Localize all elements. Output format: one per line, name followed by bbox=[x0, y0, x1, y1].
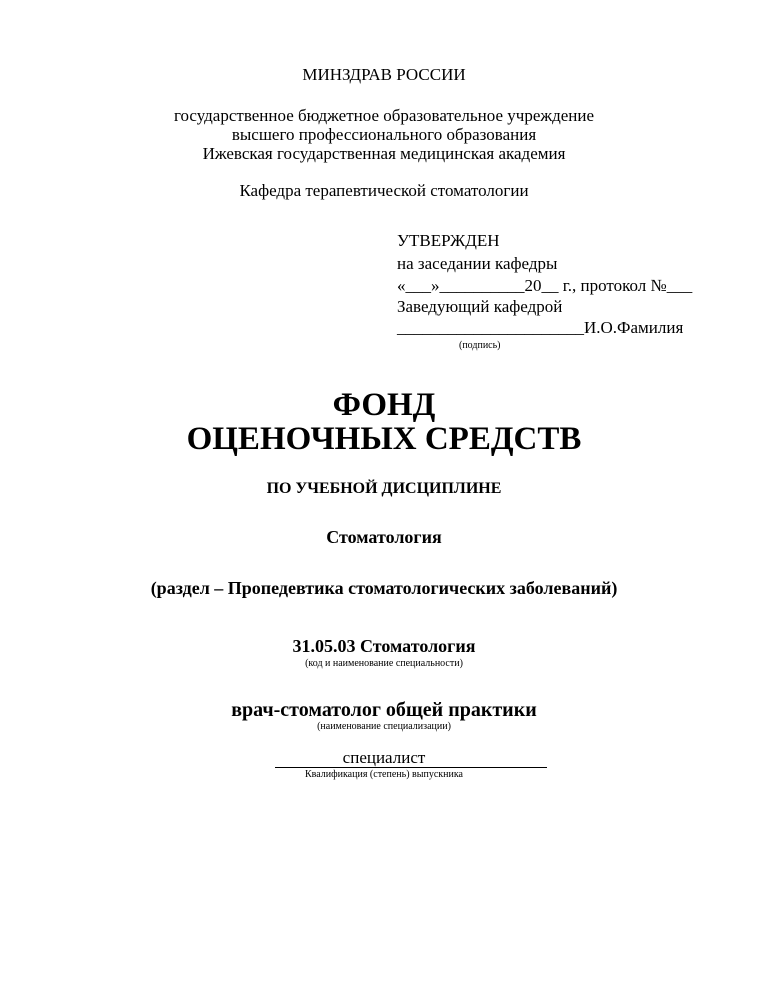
discipline-label: ПО УЧЕБНОЙ ДИСЦИПЛИНЕ bbox=[266, 480, 502, 497]
approval-signature-line: ______________________И.О.Фамилия bbox=[397, 318, 684, 337]
specialization-name: врач-стоматолог общей практики bbox=[231, 699, 537, 721]
approval-protocol-line: «___»__________20__ г., протокол №___ bbox=[397, 276, 693, 295]
qualification-note: Квалификация (степень) выпускника bbox=[305, 769, 463, 780]
specialization-note: (наименование специализации) bbox=[317, 721, 451, 732]
document-title-line-2: ОЦЕНОЧНЫХ СРЕДСТВ bbox=[186, 421, 582, 457]
discipline-name: Стоматология bbox=[326, 527, 442, 547]
signature-note: (подпись) bbox=[459, 340, 501, 351]
institution-line-2: высшего профессионального образования bbox=[231, 125, 537, 144]
approval-line-1: на заседании кафедры bbox=[397, 254, 558, 273]
discipline-section: (раздел – Пропедевтика стоматологических заболеваний) bbox=[150, 578, 618, 598]
specialty-code-note: (код и наименование специальности) bbox=[305, 658, 463, 669]
document-title-line-1: ФОНД bbox=[332, 387, 436, 423]
qualification-value: специалист bbox=[342, 748, 426, 767]
ministry-name: МИНЗДРАВ РОССИИ bbox=[302, 65, 466, 84]
department-name: Кафедра терапевтической стоматологии bbox=[239, 181, 529, 200]
institution-line-3: Ижевская государственная медицинская академия bbox=[202, 144, 566, 163]
approval-title: УТВЕРЖДЕН bbox=[397, 231, 500, 250]
institution-line-1: государственное бюджетное образовательное учреждение bbox=[173, 106, 595, 125]
specialty-code: 31.05.03 Стоматология bbox=[292, 636, 476, 656]
approval-head-title: Заведующий кафедрой bbox=[397, 297, 563, 316]
qualification-underline bbox=[275, 767, 547, 768]
